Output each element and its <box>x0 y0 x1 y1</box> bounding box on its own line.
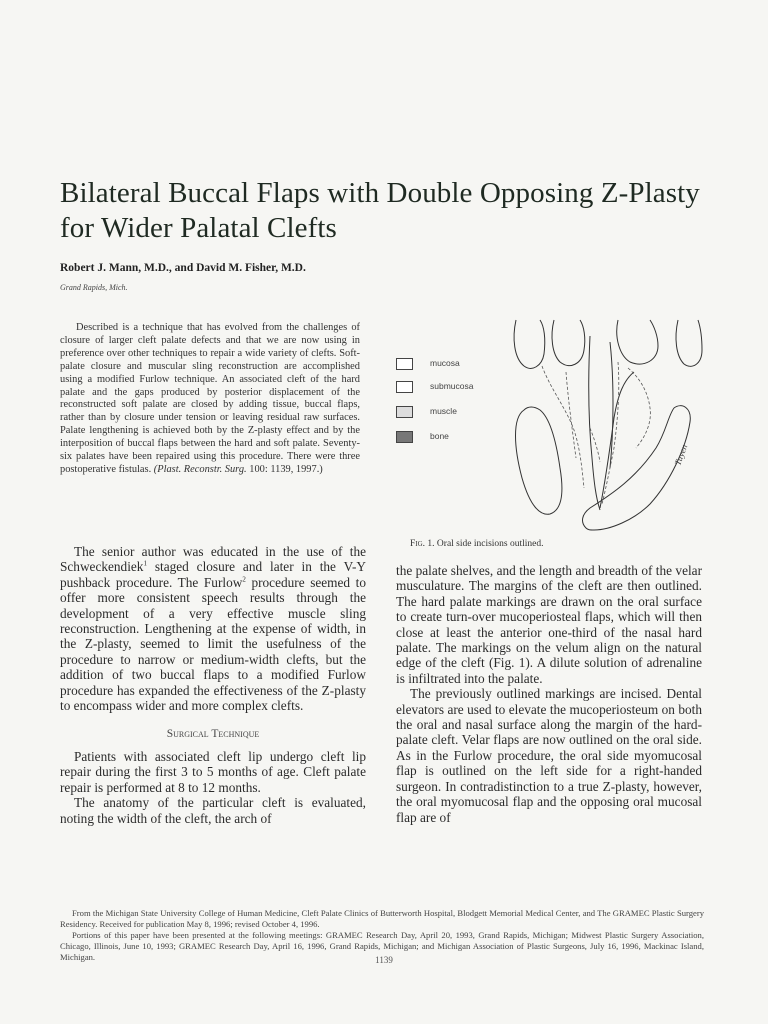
body-text: The senior author was educated in the use of the Schweckendiek <box>60 544 366 575</box>
body-paragraph: The anatomy of the particular cleft is evaluated, noting the width of the cleft, the arch of <box>60 795 366 826</box>
illustrator-signature: Tuyen <box>672 443 690 467</box>
body-text: procedure seemed to offer more consistent speech results through the development of a very effective muscle sling reconstruction. Lengthening at the expense of width, in the Z-plasty, seemed to limit the usefulness of the procedure to narrow or medium-width clefts, but the addition of two buccal flaps to a modified Furlow procedure has expanded the effectiveness of the Z-plasty to encompass wider and more complex clefts. <box>60 574 366 714</box>
abstract-text: Described is a technique that has evolved from the challenges of closure of larger cleft palate defects and that we are now using in preference over other techniques to repair a wide variety of clefts. Soft-palate closure and muscular sling reconstruction are accomplished using a modified Furlow technique. An associated cleft of the hard palate and the gaps produced by posterior displacement of the reconstructed soft palate are closed by adding tissue, buccal flaps, rather than by closure under tension or leaving residual raw surfaces. Palate lengthening is achieved both by the Z-plasty effect and by the interposition of buccal flaps between the hard and soft palate. Seventy-six palates have been repaired using this procedure. There were three postoperative fistulas. <box>60 322 360 475</box>
section-heading: Surgical Technique <box>166 728 260 741</box>
abstract-paragraph <box>60 322 360 477</box>
muscle-swatch <box>396 406 413 418</box>
author-list: Robert J. Mann, M.D., and David M. Fisher, M.D. <box>60 262 306 274</box>
body-column-right <box>396 563 702 825</box>
article-title: Bilateral Buccal Flaps with Double Opposing Z-Plasty for Wider Palatal Clefts <box>60 177 700 244</box>
abstract <box>60 322 360 477</box>
submucosa-swatch <box>396 381 413 393</box>
body-paragraph <box>60 544 366 713</box>
mucosa-swatch <box>396 358 413 370</box>
body-text: staged closure and later in the V-Y pushback procedure. The Furlow <box>60 559 366 590</box>
author-affiliation: Grand Rapids, Mich. <box>60 283 128 292</box>
legend-label-mucosa: mucosa <box>430 358 460 368</box>
page-number: 1139 <box>375 955 393 965</box>
abstract-citation-rest: 100: 1139, 1997.) <box>249 463 323 475</box>
body-paragraph: Patients with associated cleft lip undergo cleft lip repair during the first 3 to 5 months of age. Cleft palate repair is performed at 8 to 12 months. <box>60 748 366 795</box>
body-column-left <box>60 544 366 826</box>
reference-superscript: 1 <box>143 559 147 568</box>
abstract-citation-journal: (Plast. Reconstr. Surg. <box>153 463 247 475</box>
body-paragraph: The previously outlined markings are incised. Dental elevators are used to elevate the mucoperiosteum on both the oral and nasal surface along the margin of the hard-palate cleft. Velar flaps are now outlined on the oral side. As in the Furlow procedure, the oral side myomucosal flap is outlined on the left side for a right-handed surgeon. In contradistinction to a true Z-plasty, however, the oral myomucosal flap and the opposing oral mucosal flap are of <box>396 686 702 825</box>
footnote-paragraph: Portions of this paper have been presented at the following meetings: GRAMEC Research Day, April 20, 1993, Grand Rapids, Michigan; Midwest Plastic Surgery Association, Chicago, Illinois, June 10, 1993; GRAMEC Research Day, April 16, 1996, Grand Rapids, Michigan; and Michigan Association of Plastic Surgeons, July 16, 1996, Mackinac Island, Michigan. <box>60 930 704 962</box>
palate-incision-illustration <box>510 318 706 533</box>
figure-1 <box>396 318 706 538</box>
legend-label-muscle: muscle <box>430 406 457 416</box>
legend-label-submucosa: submucosa <box>430 381 474 391</box>
figure-caption-text: Oral side incisions outlined. <box>436 539 544 549</box>
body-paragraph: the palate shelves, and the length and breadth of the velar musculature. The margins of the cleft are then outlined. The hard palate markings are drawn on the oral surface to create turn-over mucoperiosteal flaps, which will then close at least the anterior one-third of the nasal hard palate. The markings on the velum align on the natural edge of the cleft (Fig. 1). A dilute solution of adrenaline is infiltrated into the palate. <box>396 563 702 686</box>
figure-caption <box>410 539 544 549</box>
figure-caption-label: Fig. 1. <box>410 539 435 549</box>
reference-superscript: 2 <box>242 575 246 584</box>
legend-label-bone: bone <box>430 431 449 441</box>
bone-swatch <box>396 431 413 443</box>
footnote-paragraph: From the Michigan State University College of Human Medicine, Cleft Palate Clinics of Butterworth Hospital, Blodgett Memorial Medical Center, and The GRAMEC Plastic Surgery Residency. Received for publication May 8, 1996; revised October 4, 1996. <box>60 908 704 929</box>
